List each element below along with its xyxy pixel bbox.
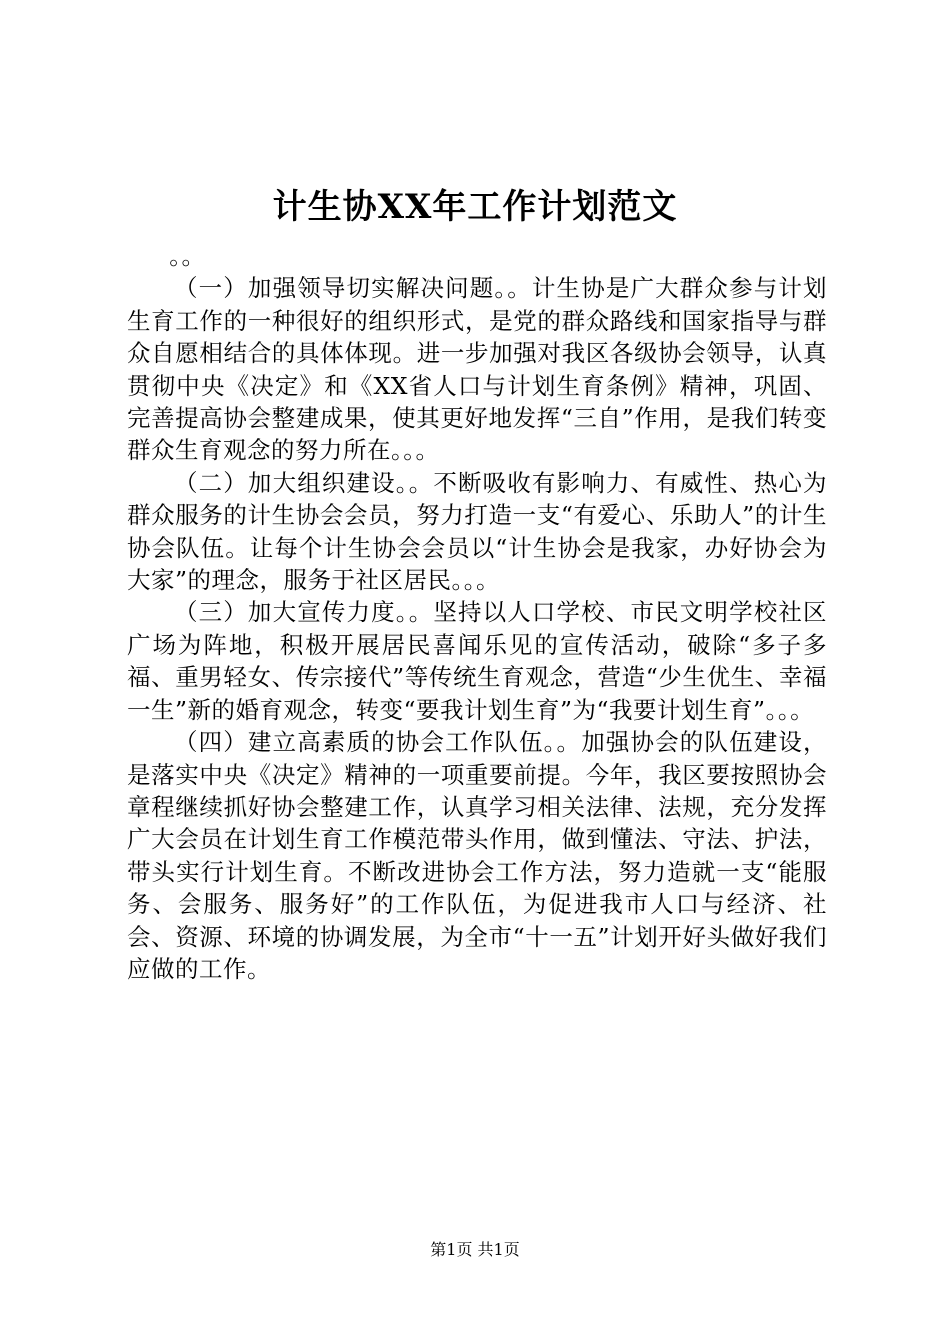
document-title: 计生协XX年工作计划范文 xyxy=(272,187,678,227)
paragraph-3: （三）加大宣传力度。。坚持以人口学校、市民文明学校社区广场为阵地，积极开展居民喜闻乐见的宣传活动，破除“多子多福、重男轻女、传宗接代”等传统生育观念，营造“少生优生、幸福一生”新的婚育观念，转变“要我计划生育”为“我要计划生育”。。。 xyxy=(127,598,827,724)
document-body xyxy=(127,240,827,985)
paragraph-intro: 。。 xyxy=(169,242,206,270)
paragraph-4: （四）建立高素质的协会工作队伍。。加强协会的队伍建设，是落实中央《决定》精神的一项重要前提。今年，我区要按照协会章程继续抓好协会整建工作，认真学习相关法律、法规，充分发挥广大会员在计划生育工作模范带头作用，做到懂法、守法、护法，带头实行计划生育。不断改进协会工作方法，努力造就一支“能服务、会服务、服务好”的工作队伍，为促进我市人口与经济、社会、资源、环境的协调发展，为全市“十一五”计划开好头做好我们应做的工作。 xyxy=(127,728,827,983)
paragraph-1: （一）加强领导切实解决问题。。计生协是广大群众参与计划生育工作的一种很好的组织形式，是党的群众路线和国家指导与群众自愿相结合的具体体现。进一步加强对我区各级协会领导，认真贯彻中央《决定》和《XX省人口与计划生育条例》精神，巩固、完善提高协会整建成果，使其更好地发挥“三自”作用，是我们转变群众生育观念的努力所在。。。 xyxy=(127,274,827,465)
paragraph-2: （二）加大组织建设。。不断吸收有影响力、有威性、热心为群众服务的计生协会会员，努力打造一支“有爱心、乐助人”的计生协会队伍。让每个计生协会会员以“计生协会是我家，办好协会为大家”的理念，服务于社区居民。。。 xyxy=(127,468,827,595)
page-footer: 第1页 共1页 xyxy=(430,1240,520,1259)
